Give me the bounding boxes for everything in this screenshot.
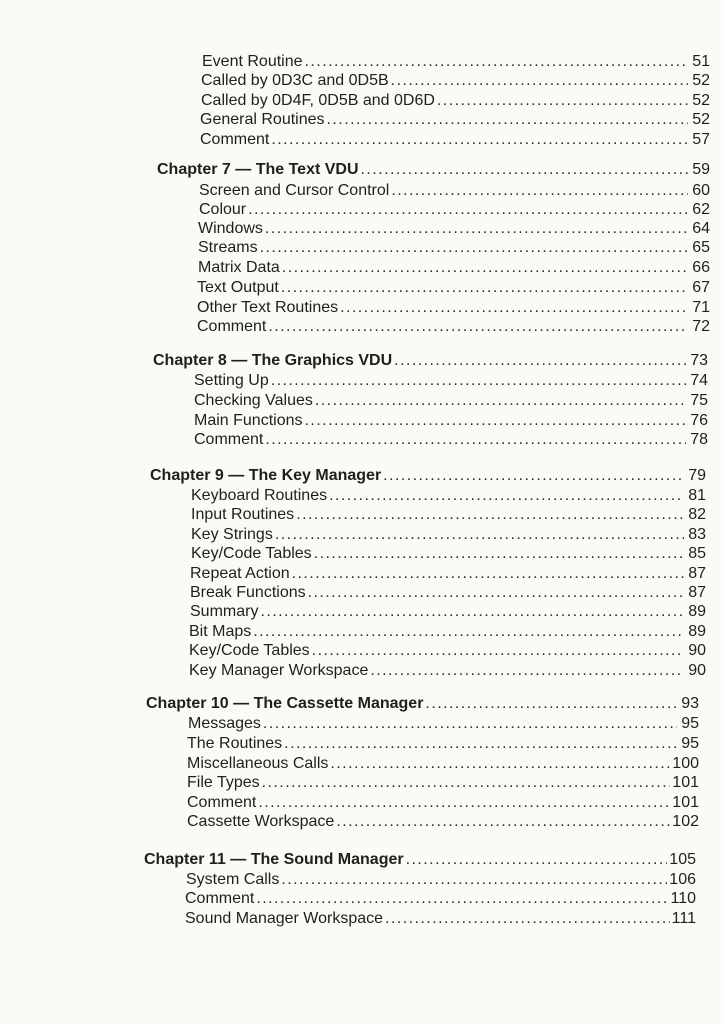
- toc-page-number: 59: [692, 161, 710, 178]
- toc-page-number: 73: [690, 352, 708, 369]
- toc-entry-title: Sound Manager Workspace: [185, 910, 384, 927]
- toc-entry: [198, 258, 710, 278]
- toc-page-number: 78: [690, 431, 708, 448]
- chapter-heading: [157, 160, 710, 180]
- toc-entry: [199, 181, 710, 201]
- toc-page-number: 90: [688, 642, 706, 659]
- toc-entry-title: Event Routine: [202, 53, 303, 70]
- toc-entry: [190, 602, 706, 622]
- toc-entry: [189, 622, 706, 642]
- toc-entry: [194, 411, 708, 431]
- toc-entry: [197, 278, 710, 298]
- toc-leader: [329, 486, 684, 506]
- toc-leader: [271, 130, 688, 150]
- toc-page-number: 106: [669, 871, 696, 888]
- toc-entry: [190, 583, 706, 603]
- chapter-title: Chapter 10 — The Cassette Manager: [146, 695, 424, 712]
- toc-entry-title: Miscellaneous Calls: [187, 755, 329, 772]
- toc-leader: [327, 110, 688, 130]
- toc-leader: [281, 870, 667, 890]
- toc-entry: [199, 200, 710, 220]
- toc-page-number: 93: [681, 695, 699, 712]
- toc-entry-title: Main Functions: [194, 412, 303, 429]
- toc-entry: [200, 110, 710, 130]
- toc-entry-title: Bit Maps: [189, 623, 252, 640]
- toc-leader: [282, 258, 688, 278]
- toc-page-number: 62: [692, 201, 710, 218]
- toc-entry: [194, 430, 708, 450]
- toc-leader: [260, 602, 684, 622]
- toc-leader: [268, 317, 688, 337]
- toc-entry-title: Checking Values: [194, 392, 313, 409]
- toc-leader: [394, 351, 686, 371]
- toc-leader: [292, 564, 684, 584]
- toc-leader: [308, 583, 684, 603]
- toc-page-number: 60: [692, 182, 710, 199]
- toc-leader: [263, 714, 677, 734]
- toc-entry-title: Comment: [194, 431, 264, 448]
- toc-page-number: 83: [688, 526, 706, 543]
- toc-leader: [391, 71, 688, 91]
- toc-entry: [191, 505, 706, 525]
- toc-leader: [391, 181, 688, 201]
- toc-entry: [201, 91, 710, 111]
- toc-entry: [190, 564, 706, 584]
- toc-leader: [305, 52, 688, 72]
- toc-page-number: 111: [671, 910, 696, 927]
- toc-page-number: 102: [672, 813, 699, 830]
- toc-entry-title: Cassette Workspace: [187, 813, 335, 830]
- toc-entry-title: Summary: [190, 603, 259, 620]
- toc-entry-title: Messages: [188, 715, 261, 732]
- toc-entry-title: Windows: [198, 220, 263, 237]
- toc-entry: [202, 52, 710, 72]
- toc-entry-title: Matrix Data: [198, 259, 280, 276]
- toc-page-number: 76: [690, 412, 708, 429]
- toc-leader: [340, 298, 688, 318]
- toc-entry-title: General Routines: [200, 111, 325, 128]
- chapter-title: Chapter 7 — The Text VDU: [157, 161, 359, 178]
- toc-page-number: 75: [690, 392, 708, 409]
- toc-leader: [385, 909, 670, 929]
- toc-page-number: 57: [692, 131, 710, 148]
- toc-entry-title: Key/Code Tables: [189, 642, 310, 659]
- toc-page-number: 100: [672, 755, 699, 772]
- toc-entry: [197, 298, 710, 318]
- toc-page-number: 52: [692, 111, 710, 128]
- chapter-title: Chapter 8 — The Graphics VDU: [153, 352, 393, 369]
- toc-entry-title: Screen and Cursor Control: [199, 182, 390, 199]
- chapter-title: Chapter 11 — The Sound Manager: [144, 851, 404, 868]
- toc-entry-title: Repeat Action: [190, 565, 290, 582]
- chapter-heading: [146, 694, 699, 714]
- toc-leader: [296, 505, 684, 525]
- toc-entry: [185, 889, 696, 909]
- toc-leader: [260, 238, 688, 258]
- toc-entry-title: Called by 0D4F, 0D5B and 0D6D: [201, 92, 435, 109]
- toc-page-number: 105: [669, 851, 696, 868]
- toc-entry-title: Comment: [197, 318, 267, 335]
- toc-leader: [437, 91, 688, 111]
- toc-page-number: 82: [688, 506, 706, 523]
- toc-leader: [265, 219, 688, 239]
- toc-entry: [197, 317, 710, 337]
- toc-leader: [425, 694, 677, 714]
- chapter-title: Chapter 9 — The Key Manager: [150, 467, 382, 484]
- toc-page-number: 66: [692, 259, 710, 276]
- toc-page-number: 89: [688, 623, 706, 640]
- toc-leader: [275, 525, 684, 545]
- toc-page-number: 79: [688, 467, 706, 484]
- toc-entry-title: Break Functions: [190, 584, 306, 601]
- toc-entry: [189, 661, 706, 681]
- toc-entry: [198, 238, 710, 258]
- toc-entry: [187, 754, 699, 774]
- toc-leader: [284, 734, 677, 754]
- toc-leader: [262, 773, 671, 793]
- toc-entry-title: Key/Code Tables: [191, 545, 312, 562]
- toc-entry: [185, 909, 696, 929]
- toc-entry: [194, 391, 708, 411]
- toc-entry: [191, 486, 706, 506]
- toc-page-number: 95: [681, 735, 699, 752]
- toc-leader: [406, 850, 668, 870]
- toc-entry: [187, 734, 699, 754]
- toc-entry: [201, 71, 710, 91]
- toc-page-number: 110: [670, 890, 696, 907]
- toc-entry-title: Input Routines: [191, 506, 295, 523]
- chapter-heading: [150, 466, 706, 486]
- toc-leader: [256, 889, 668, 909]
- toc-page-number: 72: [692, 318, 710, 335]
- toc-leader: [361, 160, 688, 180]
- toc-page-number: 101: [672, 774, 699, 791]
- toc-page-number: 87: [688, 565, 706, 582]
- toc-entry-title: Other Text Routines: [197, 299, 339, 316]
- toc-leader: [258, 793, 670, 813]
- toc-leader: [248, 200, 688, 220]
- toc-leader: [314, 544, 684, 564]
- chapter-heading: [153, 351, 708, 371]
- toc-page-number: 95: [681, 715, 699, 732]
- toc-entry: [187, 773, 699, 793]
- toc-entry-title: Comment: [200, 131, 270, 148]
- toc-page-number: 101: [672, 794, 699, 811]
- toc-leader: [253, 622, 684, 642]
- toc-entry-title: Streams: [198, 239, 258, 256]
- toc-entry: [200, 130, 710, 150]
- toc-page-number: 87: [688, 584, 706, 601]
- toc-entry-title: Comment: [187, 794, 257, 811]
- toc-entry: [194, 371, 708, 391]
- toc-entry: [187, 812, 699, 832]
- toc-leader: [330, 754, 670, 774]
- toc-entry: [186, 870, 696, 890]
- chapter-heading: [144, 850, 696, 870]
- toc-entry: [191, 525, 706, 545]
- toc-leader: [312, 641, 684, 661]
- toc-page-number: 65: [692, 239, 710, 256]
- toc-entry-title: Setting Up: [194, 372, 269, 389]
- toc-entry-title: Called by 0D3C and 0D5B: [201, 72, 389, 89]
- toc-entry-title: System Calls: [186, 871, 280, 888]
- toc-page-number: 51: [692, 53, 710, 70]
- toc-page-number: 90: [688, 662, 706, 679]
- toc-entry-title: Keyboard Routines: [191, 487, 328, 504]
- toc-page-number: 74: [690, 372, 708, 389]
- toc-leader: [370, 661, 684, 681]
- toc-page-number: 64: [692, 220, 710, 237]
- toc-leader: [281, 278, 688, 298]
- toc-entry-title: The Routines: [187, 735, 283, 752]
- toc-entry: [188, 714, 699, 734]
- toc-entry-title: File Types: [187, 774, 260, 791]
- toc-leader: [336, 812, 670, 832]
- toc-leader: [305, 411, 687, 431]
- toc-page-number: 85: [688, 545, 706, 562]
- toc-entry-title: Comment: [185, 890, 255, 907]
- toc-entry: [198, 219, 710, 239]
- toc-entry-title: Key Manager Workspace: [189, 662, 369, 679]
- toc-entry-title: Colour: [199, 201, 247, 218]
- toc-leader: [315, 391, 686, 411]
- toc-page-number: 81: [688, 487, 706, 504]
- toc-page-number: 67: [692, 279, 710, 296]
- toc-page-number: 89: [688, 603, 706, 620]
- toc-entry: [187, 793, 699, 813]
- toc-leader: [383, 466, 684, 486]
- toc-page-number: 52: [692, 92, 710, 109]
- toc-page-number: 52: [692, 72, 710, 89]
- toc-page-number: 71: [692, 299, 710, 316]
- toc-leader: [265, 430, 686, 450]
- toc-entry: [189, 641, 706, 661]
- toc-leader: [271, 371, 686, 391]
- toc-entry-title: Key Strings: [191, 526, 273, 543]
- toc-entry: [191, 544, 706, 564]
- toc-entry-title: Text Output: [197, 279, 279, 296]
